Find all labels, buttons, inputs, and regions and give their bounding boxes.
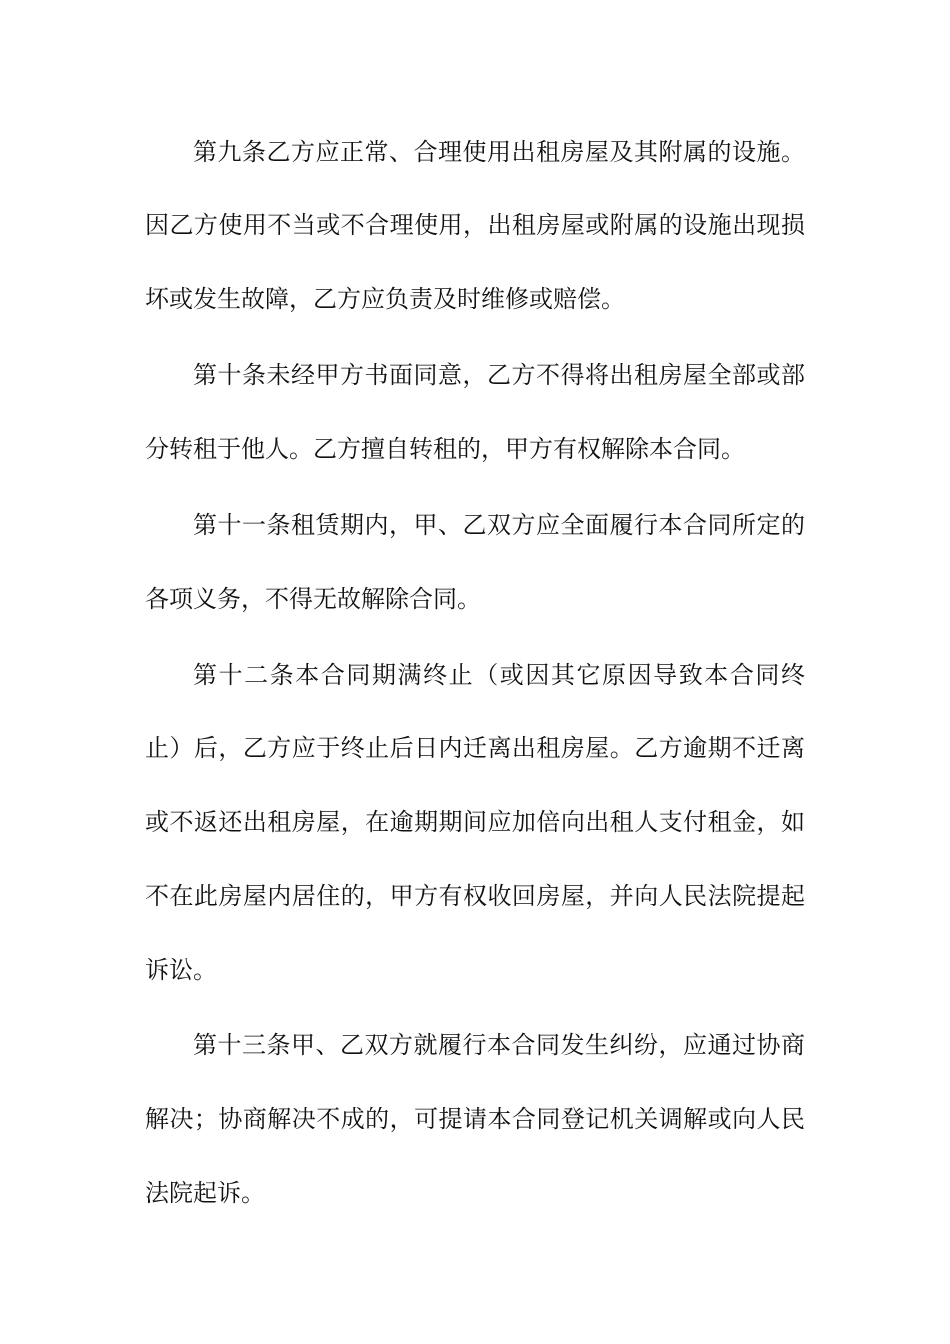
article-13-line-1: 第十三条甲、乙双方就履行本合同发生纠纷，应通过协商 xyxy=(193,1031,805,1059)
article-9-line-1: 第九条乙方应正常、合理使用出租房屋及其附属的设施。 xyxy=(193,138,805,166)
article-11-line-2: 各项义务，不得无故解除合同。 xyxy=(145,585,481,613)
article-12-line-5: 诉讼。 xyxy=(145,956,217,984)
article-11-line-1: 第十一条租赁期内，甲、乙双方应全面履行本合同所定的 xyxy=(193,511,805,539)
article-12-line-1: 第十二条本合同期满终止（或因其它原因导致本合同终 xyxy=(193,661,805,689)
article-9-line-2: 因乙方使用不当或不合理使用，出租房屋或附属的设施出现损 xyxy=(145,211,805,239)
article-12-line-4: 不在此房屋内居住的，甲方有权收回房屋，并向人民法院提起 xyxy=(145,882,805,910)
article-13-line-3: 法院起诉。 xyxy=(145,1179,265,1207)
article-12-line-3: 或不返还出租房屋，在逾期期间应加倍向出租人支付租金，如 xyxy=(145,808,805,836)
article-9-line-3: 坏或发生故障，乙方应负责及时维修或赔偿。 xyxy=(145,285,625,313)
article-10-line-2: 分转租于他人。乙方擅自转租的，甲方有权解除本合同。 xyxy=(145,435,745,463)
article-12-line-2: 止）后，乙方应于终止后日内迁离出租房屋。乙方逾期不迁离 xyxy=(145,734,805,762)
article-13-line-2: 解决；协商解决不成的，可提请本合同登记机关调解或向人民 xyxy=(145,1105,805,1133)
article-10-line-1: 第十条未经甲方书面同意，乙方不得将出租房屋全部或部 xyxy=(193,361,805,389)
